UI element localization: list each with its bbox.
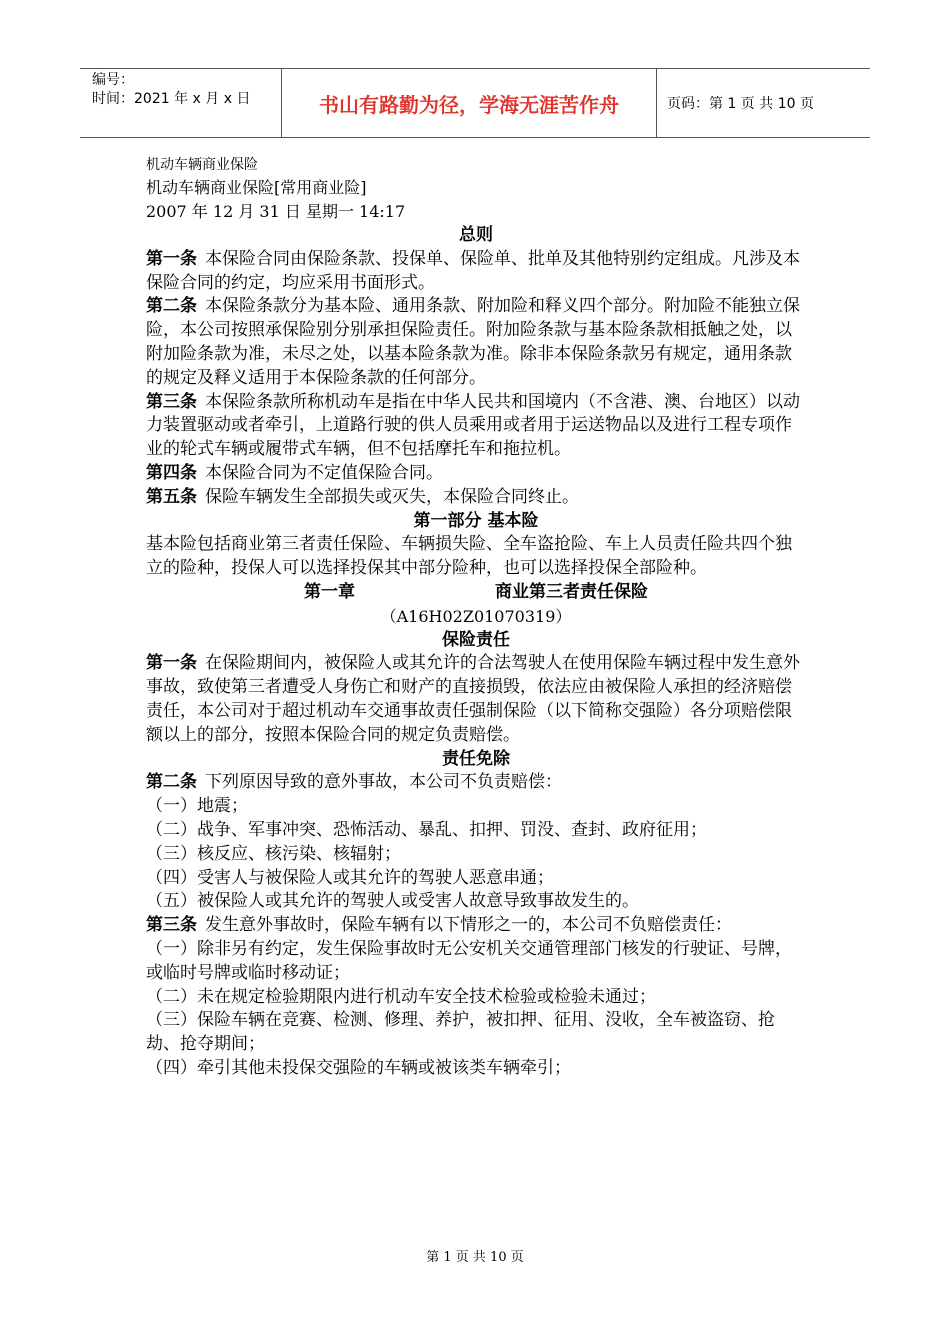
clause-1 [146,652,806,747]
list-item: （三）核反应、核污染、核辐射； [146,843,401,864]
article-label: 第二条 [146,772,197,793]
page-header [80,68,870,138]
article-label: 第一条 [146,653,197,674]
section-title-exclusion: 责任免除 [442,748,510,769]
article-4 [146,462,806,486]
section-title-part1: 第一部分 基本险 [413,510,539,531]
article-text: 发生意外事故时，保险车辆有以下情形之一的，本公司不负赔偿责任： [205,915,732,936]
header-motto: 书山有路勤为径，学海无涯苦作舟 [282,69,657,137]
clause-2 [146,771,806,795]
document-number-label: 编号： [92,72,134,88]
article-label: 第四条 [146,462,197,483]
section-title-general: 总则 [459,225,493,245]
section-title-liability: 保险责任 [442,629,510,650]
chapter-label: 第一章 [304,581,355,602]
chapter-heading [146,581,806,605]
article-text: 本保险合同为不定值保险合同。 [205,462,443,483]
list-item: （四）受害人与被保险人或其允许的驾驶人恶意串通； [146,867,554,888]
list-item: （二）未在规定检验期限内进行机动车安全技术检验或检验未通过； [146,986,656,1007]
article-text: 本保险合同由保险条款、投保单、保险单、批单及其他特别约定组成。凡涉及本保险合同的约定，均应采用书面形式。 [146,248,800,293]
header-meta [80,69,282,137]
list-item: （一）地震； [146,796,248,817]
article-label: 第五条 [146,486,197,507]
article-text: 本保险条款分为基本险、通用条款、附加险和释义四个部分。附加险不能独立保险，本公司按照承保险别分别承担保险责任。附加险条款与基本险条款相抵触之处，以附加险条款为准，未尽之处，以基本险条款为准。除非本保险条款另有规定，通用条款的规定及释义适用于本保险条款的任何部分。 [146,296,800,388]
article-text: 下列原因导致的意外事故，本公司不负责赔偿： [205,772,562,793]
list-item: （二）战争、军事冲突、恐怖活动、暴乱、扣押、罚没、查封、政府征用； [146,819,707,840]
list-item: （四）牵引其他未投保交强险的车辆或被该类车辆牵引； [146,1057,571,1078]
chapter-title: 商业第三者责任保险 [495,581,648,602]
doc-title: 机动车辆商业保险[常用商业险] [146,178,367,197]
article-label: 第三条 [146,391,197,412]
article-label: 第三条 [146,915,197,936]
article-text: 保险车辆发生全部损失或灭失，本保险合同终止。 [205,486,579,507]
article-label: 第二条 [146,296,197,317]
article-5 [146,486,806,510]
list-item: （一）除非另有约定，发生保险事故时无公安机关交通管理部门核发的行驶证、号牌，或临时号牌或临时移动证； [146,938,792,983]
document-date: 时间：2021 年 x 月 x 日 [92,91,251,107]
list-item: （五）被保险人或其允许的驾驶人或受害人故意导致事故发生的。 [146,891,639,912]
list-item: （三）保险车辆在竞赛、检测、修理、养护，被扣押、征用、没收，全车被盗窃、抢劫、抢夺期间； [146,1010,775,1055]
article-3 [146,391,806,462]
doc-category: 机动车辆商业保险 [146,157,258,173]
article-text: 在保险期间内，被保险人或其允许的合法驾驶人在使用保险车辆过程中发生意外事故，致使第三者遭受人身伤亡和财产的直接损毁，依法应由被保险人承担的经济赔偿责任，本公司对于超过机动车交通事故责任强制保险（以下简称交强险）各分项赔偿限额以上的部分，按照本保险合同的规定负责赔偿。 [146,653,800,745]
doc-timestamp: 2007 年 12 月 31 日 星期一 14:17 [146,202,406,221]
article-2 [146,295,806,390]
article-text: 本保险条款所称机动车是指在中华人民共和国境内（不含港、澳、台地区）以动力装置驱动或者牵引，上道路行驶的供人员乘用或者用于运送物品以及进行工程专项作业的轮式车辆或履带式车辆，但不包括摩托车和拖拉机。 [146,391,800,460]
page-footer: 第 1 页 共 10 页 [426,1250,524,1265]
header-page-info: 页码：第 1 页 共 10 页 [667,96,814,112]
article-1 [146,248,806,296]
article-label: 第一条 [146,248,197,269]
document-body [146,154,806,1081]
part1-intro: 基本险包括商业第三者责任保险、车辆损失险、全车盗抢险、车上人员责任险共四个独立的险种，投保人可以选择投保其中部分险种，也可以选择投保全部险种。 [146,534,792,579]
clause-3 [146,914,806,938]
chapter-code: （A16H02Z01070319） [380,606,572,626]
